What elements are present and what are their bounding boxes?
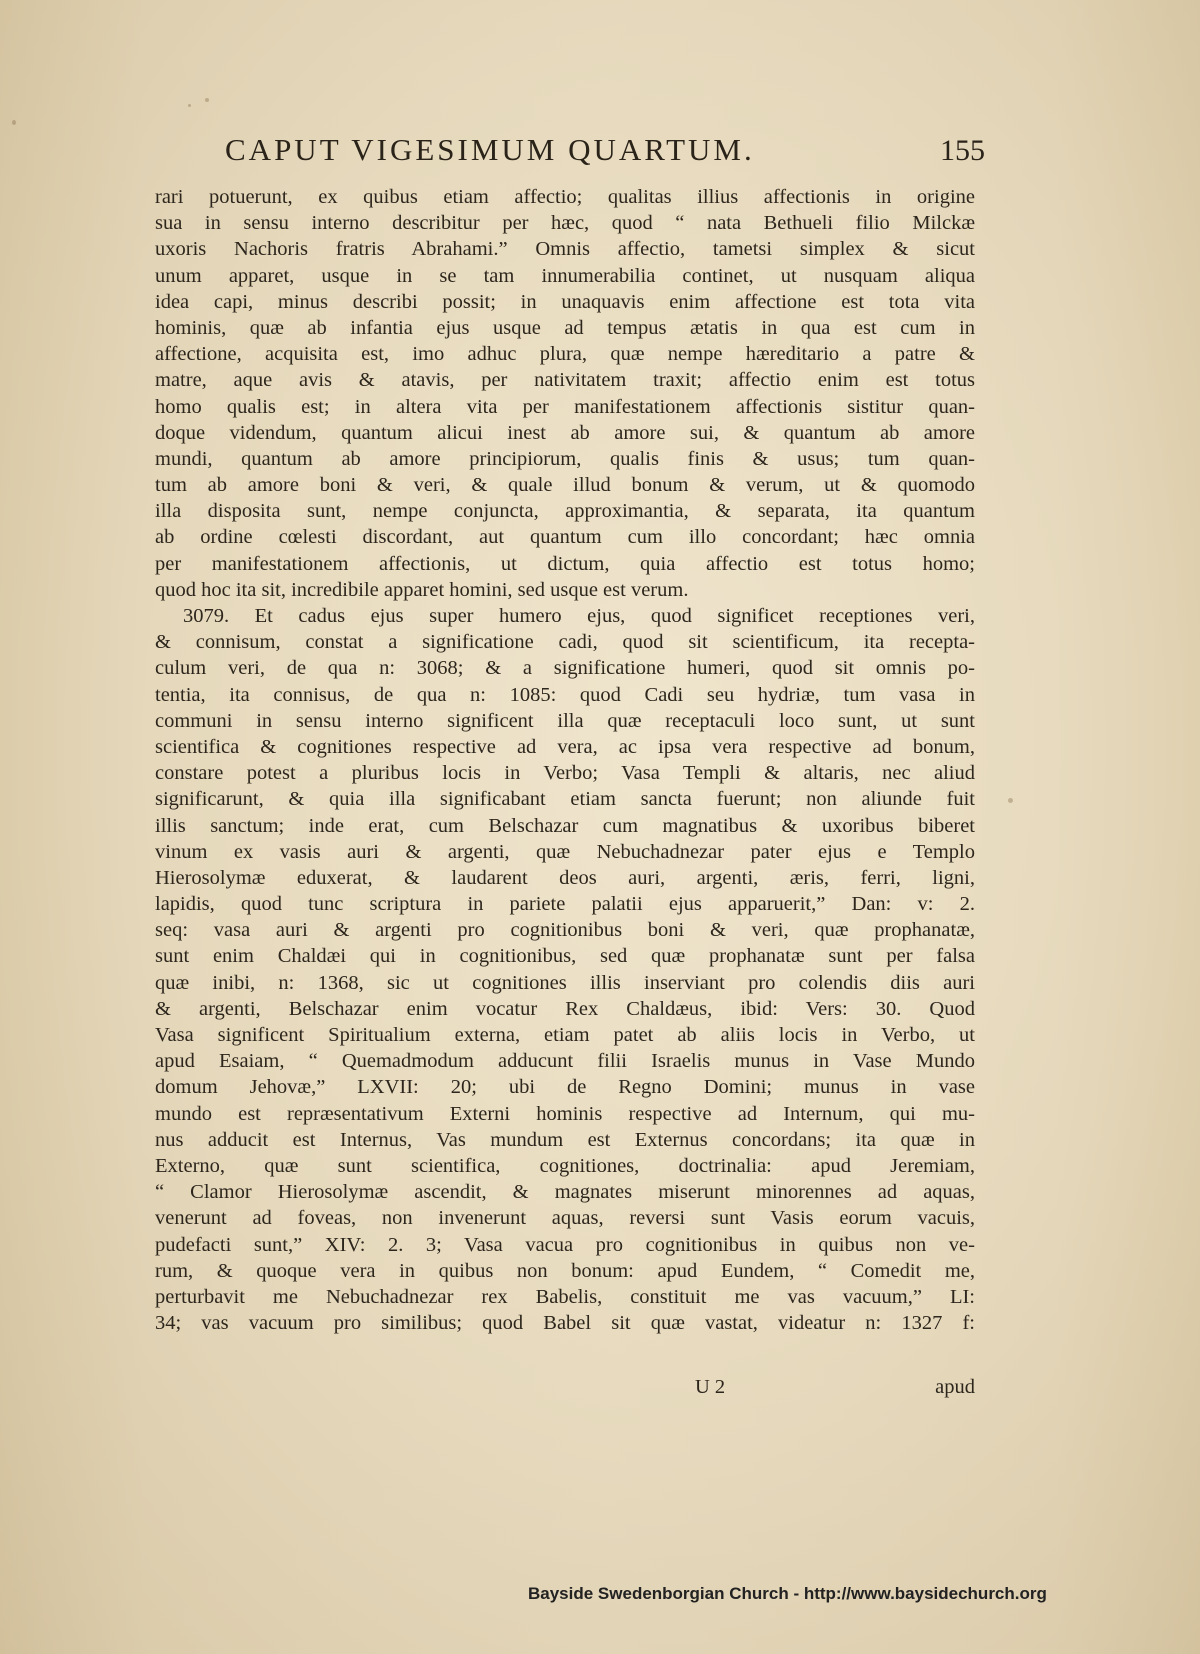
text-line: mundi, quantum ab amore principiorum, qualis finis & usus; tum quan- — [155, 447, 975, 470]
paper-blemish — [188, 104, 191, 107]
text-line: seq: vasa auri & argenti pro cognitionibus boni & veri, quæ prophanatæ, — [155, 919, 975, 942]
paper-blemish — [1008, 798, 1013, 803]
text-line: Externo, quæ sunt scientifica, cognitiones, doctrinalia: apud Jeremiam, — [155, 1154, 975, 1177]
text-line: uxoris Nachoris fratris Abrahami.” Omnis affectio, tametsi simplex & sicut — [155, 238, 975, 261]
text-line: vinum ex vasis auri & argenti, quæ Nebuchadnezar pater ejus e Templo — [155, 840, 975, 863]
text-line: significarunt, & quia illa significabant etiam sancta fuerunt; non aliunde fuit — [155, 788, 975, 811]
text-line: constare potest a pluribus locis in Verbo; Vasa Templi & altaris, nec aliud — [155, 762, 975, 785]
text-line: “ Clamor Hierosolymæ ascendit, & magnates miserunt minorennes ad aquas, — [155, 1181, 975, 1204]
text-line: & argenti, Belschazar enim vocatur Rex Chaldæus, ibid: Vers: 30. Quod — [155, 997, 975, 1020]
text-line: affectione, acquisita est, imo adhuc plura, quæ nempe hæreditario a patre & — [155, 343, 975, 366]
text-line: tum ab amore boni & veri, & quale illud bonum & verum, ut & quomodo — [155, 474, 975, 497]
text-line: scientifica & cognitiones respective ad vera, ac ipsa vera respective ad bonum, — [155, 735, 975, 758]
text-line: sua in sensu interno describitur per hæc, quod “ nata Bethueli filio Milckæ — [155, 212, 975, 235]
text-line: pudefacti sunt,” XIV: 2. 3; Vasa vacua pro cognitionibus in quibus non ve- — [155, 1233, 975, 1256]
text-line: culum veri, de qua n: 3068; & a significatione humeri, quod sit omnis po- — [155, 657, 975, 680]
text-line: ab ordine cœlesti discordant, aut quantum cum illo concordant; hæc omnia — [155, 526, 975, 549]
watermark-credit: Bayside Swedenborgian Church - http://www.baysidechurch.org — [528, 1584, 1047, 1603]
text-line: lapidis, quod tunc scriptura in pariete palatii ejus apparuerit,” Dan: v: 2. — [155, 893, 975, 916]
text-line: communi in sensu interno significent illa quæ receptaculi loco sunt, ut sunt — [155, 709, 975, 732]
text-line: apud Esaiam, “ Quemadmodum adducunt filii Israelis munus in Vase Mundo — [155, 1050, 975, 1073]
paper-blemish — [12, 120, 16, 125]
text-line: illis sanctum; inde erat, cum Belschazar cum magnatibus & uxoribus biberet — [155, 814, 975, 837]
text-line: Hierosolymæ eduxerat, & laudarent deos auri, argenti, æris, ferri, ligni, — [155, 866, 975, 889]
text-line: rum, & quoque vera in quibus non bonum: apud Eundem, “ Comedit me, — [155, 1259, 975, 1282]
page-footer — [155, 1376, 975, 1402]
text-line: quæ inibi, n: 1368, sic ut cognitiones illis inserviant pro colendis diis auri — [155, 971, 975, 994]
text-line: per manifestationem affectionis, ut dictum, quia affectio est totus homo; — [155, 552, 975, 575]
paragraph-start-line: 3079. Et cadus ejus super humero ejus, quod significet receptiones veri, — [183, 605, 975, 627]
text-line: perturbavit me Nebuchadnezar rex Babelis, constituit me vas vacuum,” LI: — [155, 1285, 975, 1308]
text-line: nus adducit est Internus, Vas mundum est Externus concordans; ita quæ in — [155, 1128, 975, 1151]
text-line: hominis, quæ ab infantia ejus usque ad tempus ætatis in qua est cum in — [155, 316, 975, 339]
text-line: & connisum, constat a significatione cadi, quod sit scientificum, ita recepta- — [155, 631, 975, 654]
text-line: Vasa significent Spiritualium externa, etiam patet ab aliis locis in Verbo, ut — [155, 1024, 975, 1046]
page-header — [225, 132, 985, 178]
text-line: quod hoc ita sit, incredibile apparet homini, sed usque est verum. — [155, 578, 689, 601]
text-line: domum Jehovæ,” LXVII: 20; ubi de Regno Domini; munus in vase — [155, 1076, 975, 1099]
signature-mark: U 2 — [695, 1376, 726, 1398]
text-line: venerunt ad foveas, non invenerunt aquas, reversi sunt Vasis eorum vacuis, — [155, 1207, 975, 1230]
text-line: tentia, ita connisus, de qua n: 1085: quod Cadi seu hydriæ, tum vasa in — [155, 683, 975, 706]
text-line: rari potuerunt, ex quibus etiam affectio; qualitas illius affectionis in origine — [155, 186, 975, 208]
page-number: 155 — [940, 134, 985, 167]
text-line: doque videndum, quantum alicui inest ab amore sui, & quantum ab amore — [155, 421, 975, 444]
text-line: mundo est repræsentativum Externi hominis respective ad Internum, qui mu- — [155, 1102, 975, 1125]
text-line: illa disposita sunt, nempe conjuncta, approximantia, & separata, ita quantum — [155, 500, 975, 523]
catchword: apud — [935, 1376, 975, 1398]
text-line: matre, aque avis & atavis, per nativitatem traxit; affectio enim est totus — [155, 369, 975, 392]
text-line: idea capi, minus describi possit; in unaquavis enim affectione est tota vita — [155, 290, 975, 313]
text-line: homo qualis est; in altera vita per manifestationem affectionis sistitur quan- — [155, 395, 975, 418]
running-title: CAPUT VIGESIMUM QUARTUM. — [225, 132, 755, 167]
body-text — [155, 184, 975, 1336]
text-line: unum apparet, usque in se tam innumerabilia continet, ut nusquam aliqua — [155, 264, 975, 287]
paper-blemish — [205, 98, 209, 102]
text-line: 34; vas vacuum pro similibus; quod Babel sit quæ vastat, videatur n: 1327 f: — [155, 1312, 975, 1335]
text-line: sunt enim Chaldæi qui in cognitionibus, sed quæ prophanatæ sunt per falsa — [155, 945, 975, 968]
